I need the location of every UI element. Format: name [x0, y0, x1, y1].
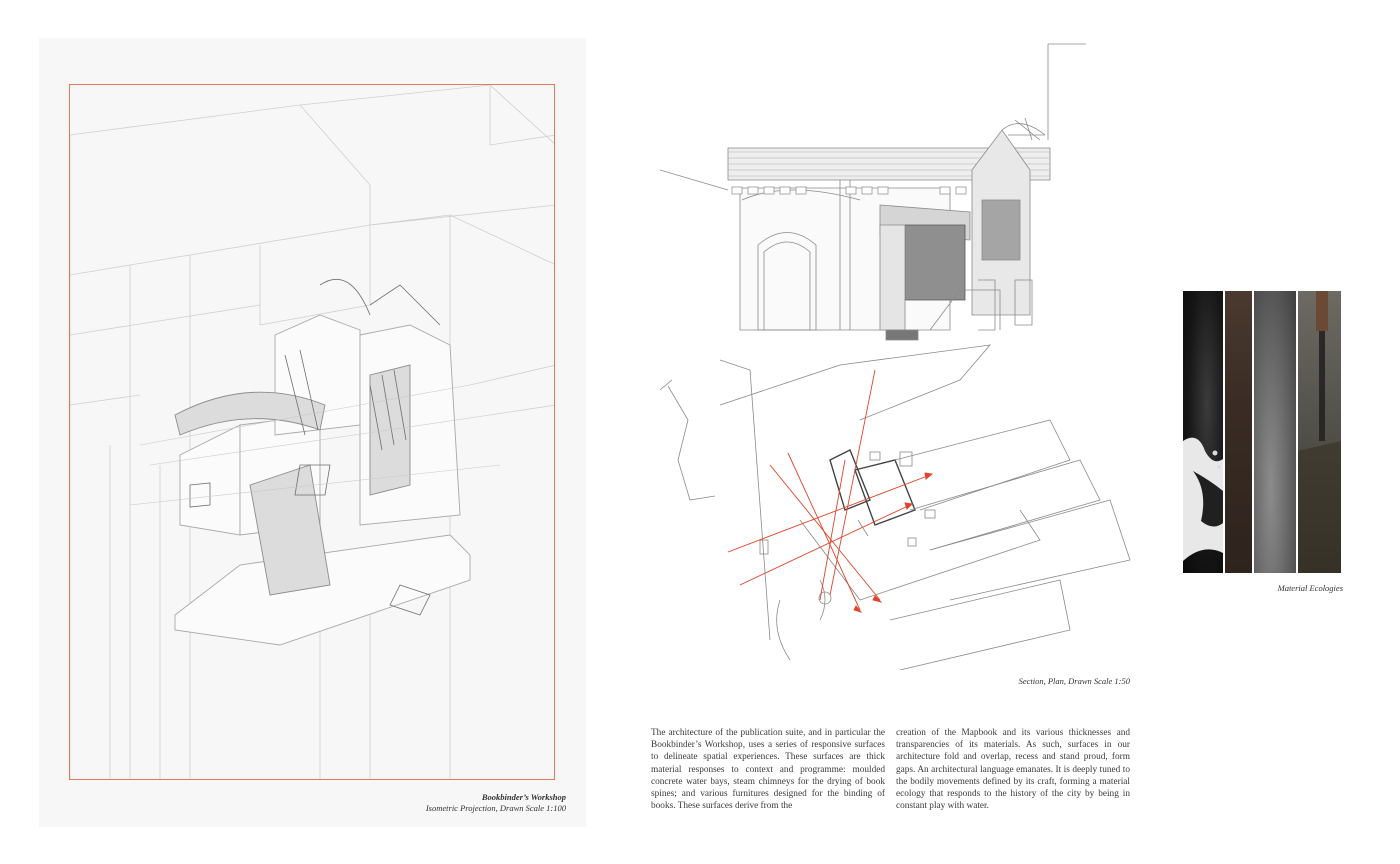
section-plan-caption: Section, Plan, Drawn Scale 1:50 — [1018, 676, 1130, 686]
swatch-wood-tool-image — [1298, 291, 1341, 573]
section-plan-svg — [660, 40, 1140, 670]
description-column-2: creation of the Mapbook and its various thicknesses and transparencies of its materials. As such, surfaces in our architecture fold and overlap, recess and stand proud, form gaps. An architectural language emanates. It is deeply tuned to the bodily movements defined by its craft, forming a material ecology that responds to the history of the city by being in constant play with water. — [896, 728, 1130, 812]
material-swatches — [1183, 291, 1343, 573]
materials-caption: Material Ecologies — [1277, 583, 1343, 593]
plan-drawing — [660, 345, 1130, 670]
swatch-stone-image — [1254, 291, 1296, 573]
isometric-frame — [69, 84, 555, 780]
isometric-title: Bookbinder’s Workshop — [481, 792, 566, 802]
section-plan-drawings — [660, 40, 1140, 670]
swatch-leather-image — [1225, 291, 1252, 573]
description-text — [651, 727, 1130, 812]
isometric-caption — [426, 792, 566, 814]
isometric-drawing — [70, 85, 555, 780]
swatch-ink-water-image — [1183, 291, 1223, 573]
section-drawing — [660, 44, 1086, 340]
isometric-subtitle: Isometric Projection, Drawn Scale 1:100 — [425, 803, 566, 813]
isometric-panel — [39, 38, 586, 827]
description-column-1: The architecture of the publication suite, and in particular the Bookbinder’s Workshop, uses a series of responsive surfaces to delineate spatial experiences. These surfaces are thick material responses to context and programme: moulded concrete water bays, steam chimneys for the drying of book spines; and various furnitures designed for the binding of books. These surfaces derive from the — [651, 728, 885, 812]
